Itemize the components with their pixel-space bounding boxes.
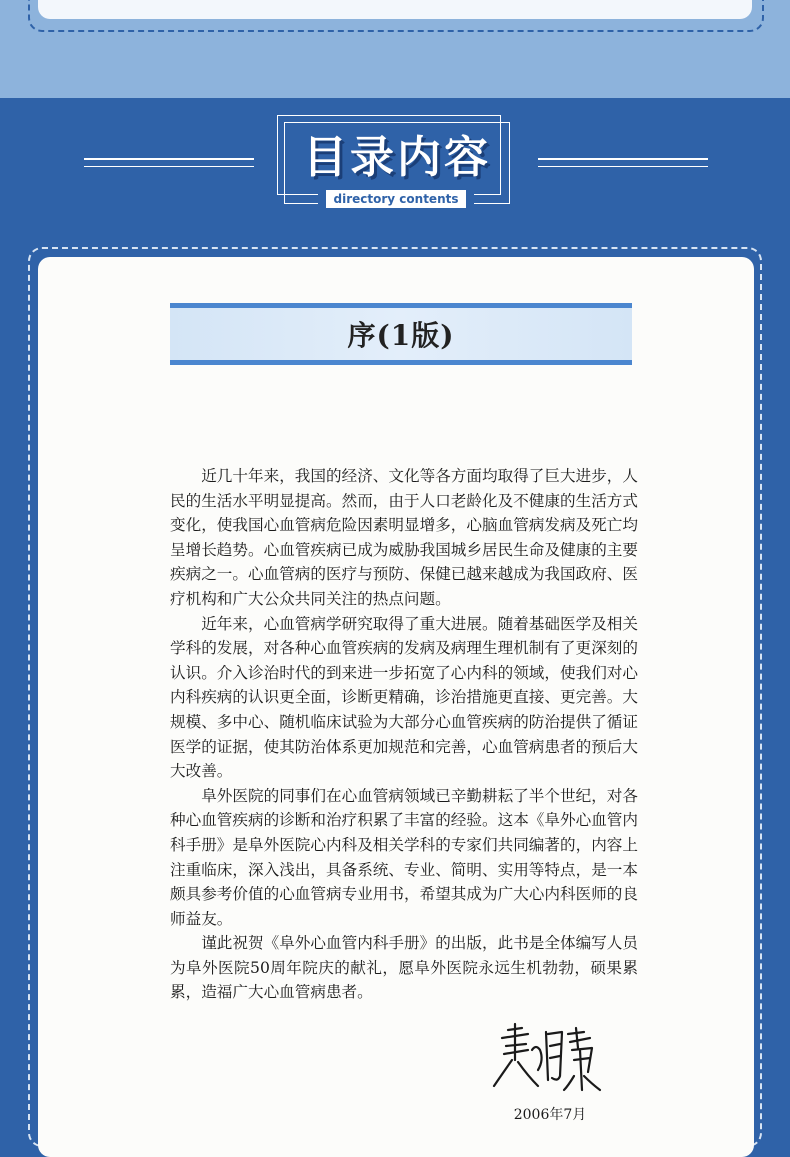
- deco-line-right: [538, 158, 708, 160]
- deco-line-right-thin: [538, 166, 708, 167]
- paragraph: 谨此祝贺《阜外心血管内科手册》的出版，此书是全体编写人员为阜外医院50周年院庆的献礼，愿阜外医院永远生机勃勃，硕果累累，造福广大心血管病患者。: [170, 934, 638, 1002]
- preface-heading: 序(1版): [347, 319, 455, 352]
- top-card: [38, 0, 752, 19]
- handwritten-signature: [488, 1020, 608, 1100]
- preface-heading-band: [170, 303, 632, 365]
- paragraph: 近年来，心血管病学研究取得了重大进展。随着基础医学及相关学科的发展，对各种心血管疾病的发病及病理生理机制有了更深刻的认识。介入诊治时代的到来进一步拓宽了心内科的领域，使我们对心内科疾病的认识更全面，诊断更精确，诊治措施更直接、更完善。大规模、多中心、随机临床试验为大部分心血管疾病的防治提供了循证医学的证据，使其防治体系更加规范和完善，心血管病患者的预后大大改善。: [170, 614, 638, 781]
- page-subtitle: directory contents: [326, 190, 467, 208]
- paragraph: 近几十年来，我国的经济、文化等各方面均取得了巨大进步，人民的生活水平明显提高。然而，由于人口老龄化及不健康的生活方式变化，使我国心血管病危险因素明显增多，心脑血管病发病及死亡均呈增长趋势。心血管疾病已成为威胁我国城乡居民生命及健康的主要疾病之一。心血管病的医疗与预防、保健已越来越成为我国政府、医疗机构和广大公众共同关注的热点问题。: [170, 467, 638, 608]
- deco-line-left-thin: [84, 166, 254, 167]
- subtitle-wrap: [318, 190, 474, 208]
- page-title: 目录内容: [303, 132, 491, 183]
- paragraph: 阜外医院的同事们在心血管病领域已辛勤耕耘了半个世纪，对各种心血管疾病的诊断和治疗积累了丰富的经验。这本《阜外心血管内科手册》是阜外医院心内科及相关学科的专家们共同编著的，内容上注重临床，深入浅出，具备系统、专业、简明、实用等特点，是一本颇具参考价值的心血管病专业用书，希望其成为广大心内科医师的良师益友。: [170, 786, 638, 928]
- preface-body: [170, 464, 638, 1005]
- deco-line-left: [84, 158, 254, 160]
- preface-date: 2006年7月: [513, 1107, 587, 1123]
